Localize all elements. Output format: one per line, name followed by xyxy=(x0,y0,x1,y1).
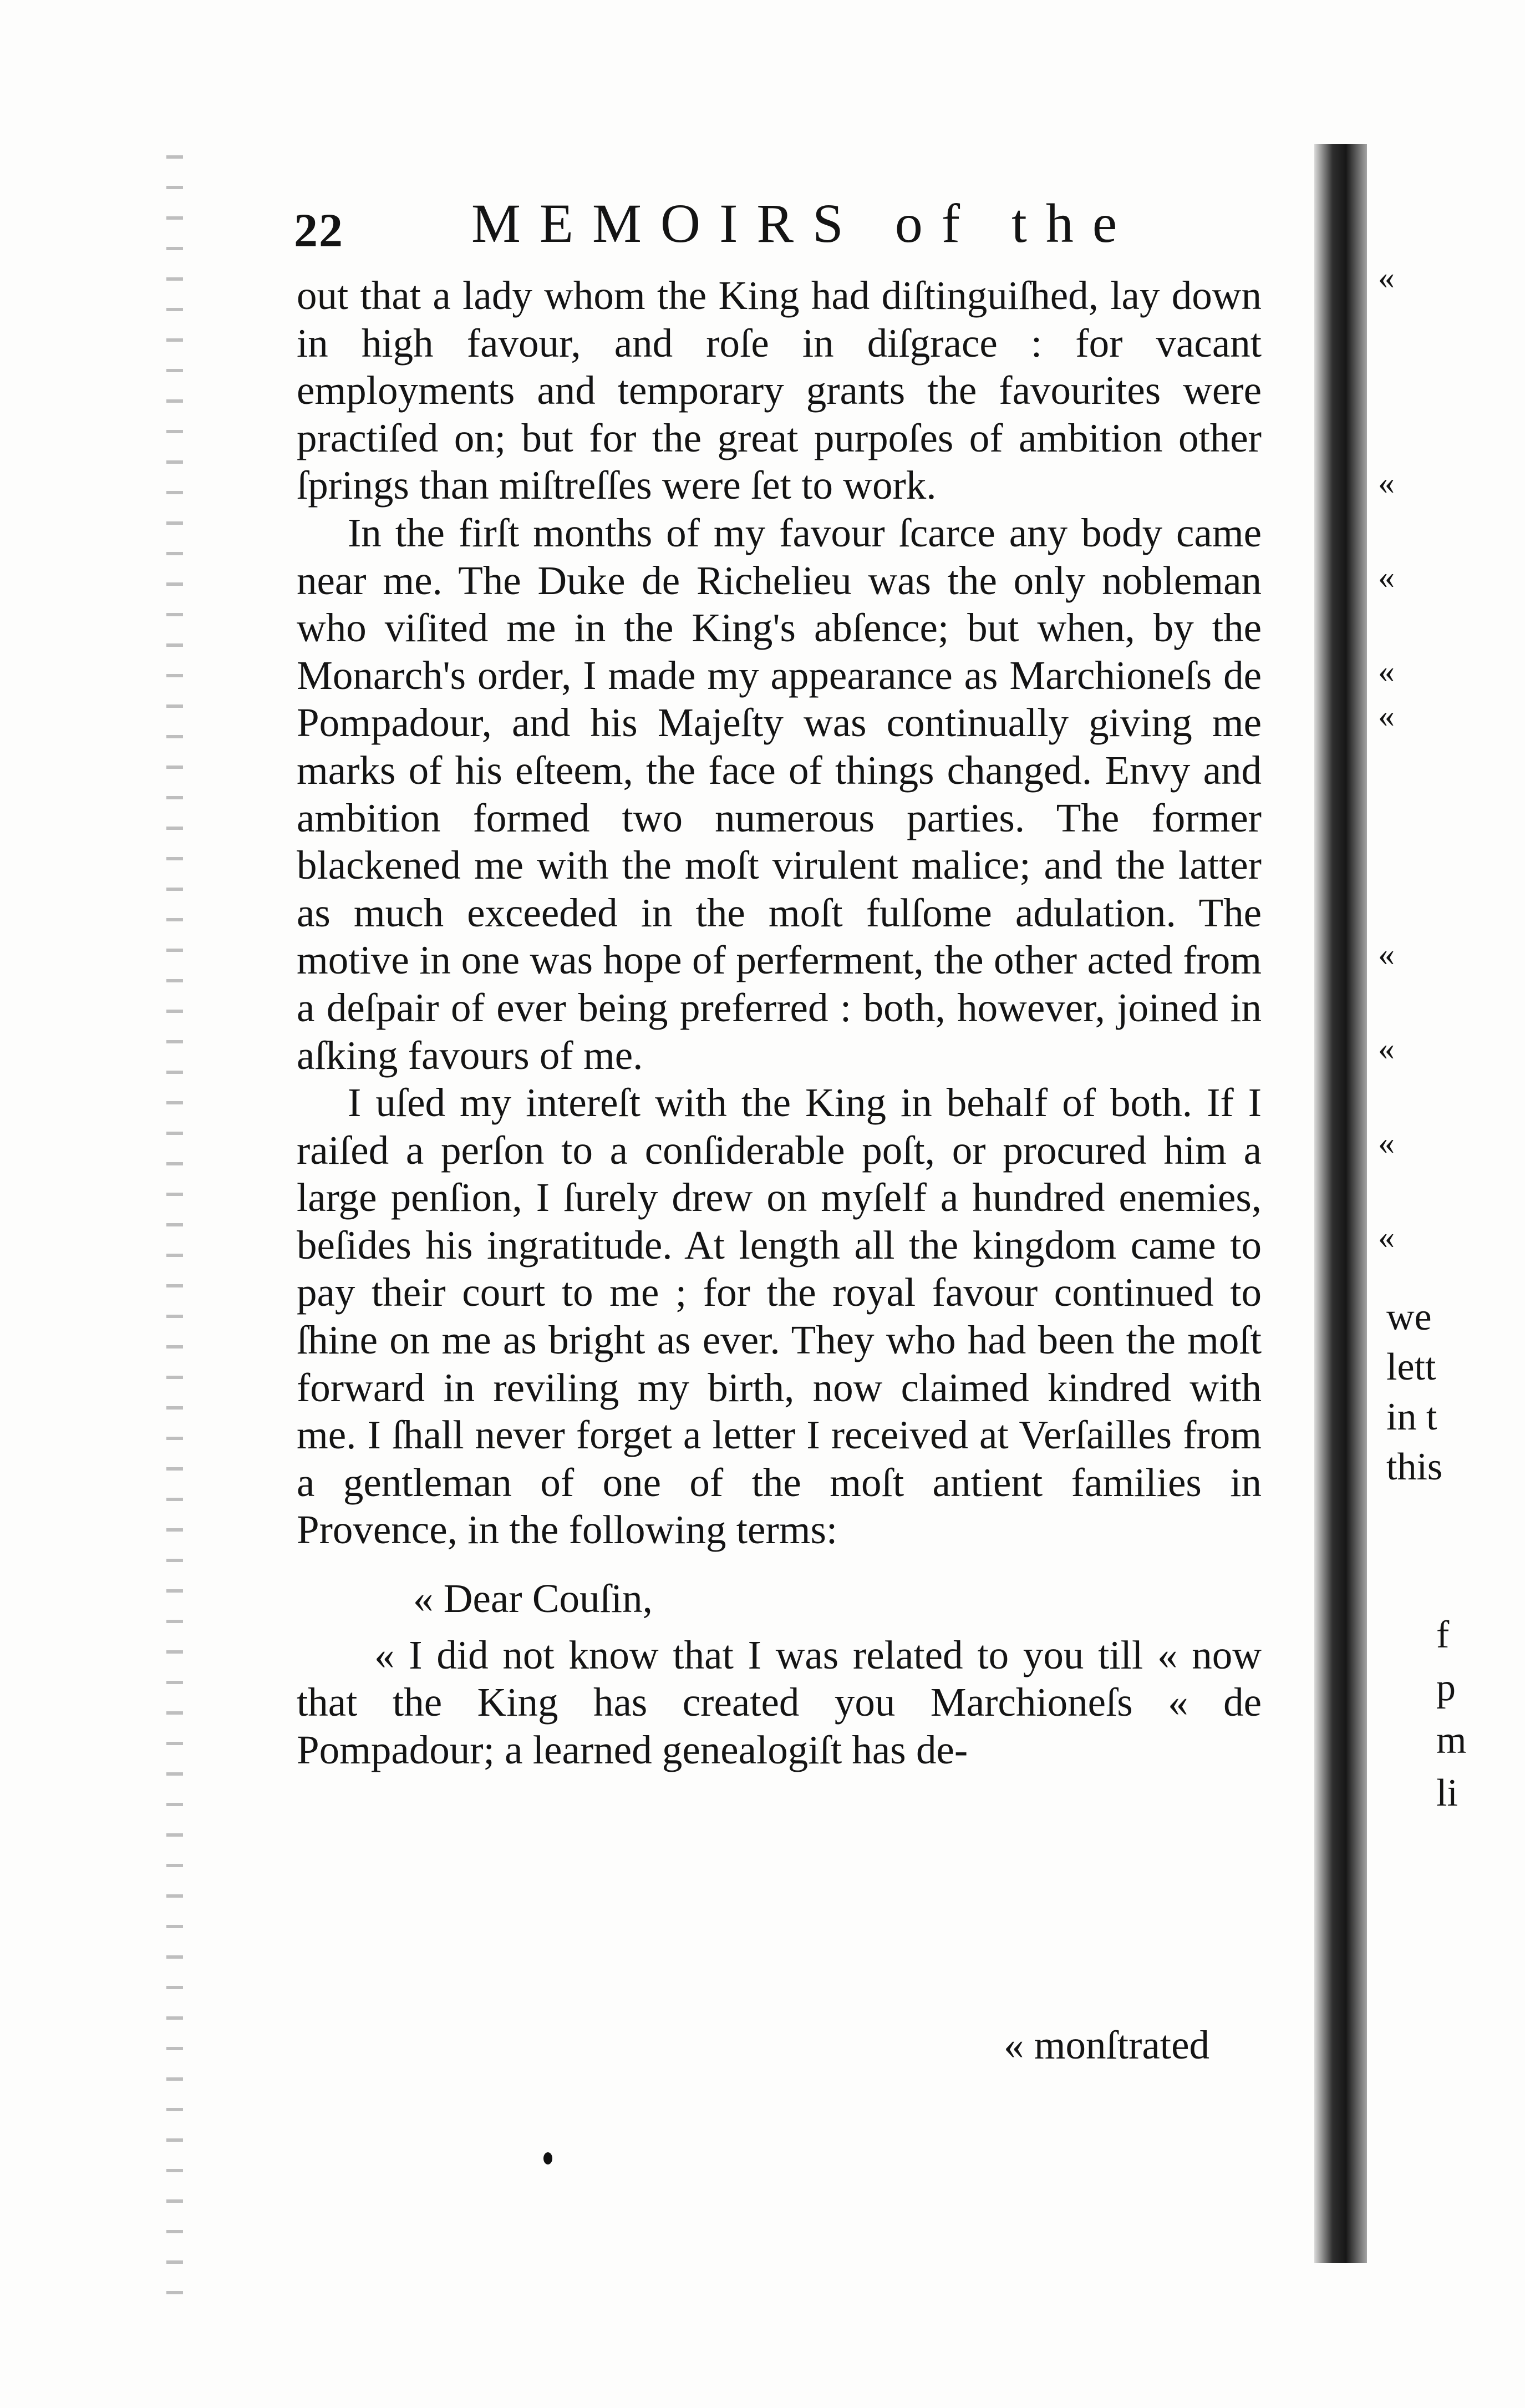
binding-marks xyxy=(166,155,183,2319)
facing-fragment: f xyxy=(1436,1614,1450,1656)
running-head xyxy=(288,191,1136,258)
facing-quote-mark: « xyxy=(1378,1124,1395,1161)
paragraph-continued: out that a lady whom the King had diſtinguiſhed, lay down in high favour, and roſe in diſgrace : for vacant employments and temporary grants the favourites were practiſed on; but for the great purpoſes of ambition other ſprings than miſtreſſes were ſet to work. xyxy=(297,273,1262,508)
facing-fragment: lett xyxy=(1386,1346,1436,1388)
facing-quote-mark: « xyxy=(1378,936,1395,972)
quoted-letter xyxy=(297,1575,1262,1773)
main-text xyxy=(297,272,1262,1773)
facing-quote-mark: « xyxy=(1378,464,1395,501)
facing-page-fragments-lower xyxy=(1436,1609,1525,1819)
page-number: 22 xyxy=(294,204,344,257)
facing-fragment: we xyxy=(1386,1296,1432,1339)
facing-fragment: p xyxy=(1436,1666,1456,1709)
letter-text: « I did not know that I was related to you till « now that the King has created you Marchioneſs « de Pompadour; a learned genealogiſt has de- xyxy=(297,1632,1262,1772)
facing-quote-mark: « xyxy=(1378,1030,1395,1067)
facing-quote-mark: « xyxy=(1378,653,1395,690)
running-title: MEMOIRS of the xyxy=(471,192,1136,254)
facing-fragment: this xyxy=(1386,1446,1443,1488)
facing-page-gutter xyxy=(1314,144,1367,2263)
facing-quote-mark: « xyxy=(1378,1219,1395,1255)
facing-quote-mark: « xyxy=(1378,697,1395,734)
facing-fragment: li xyxy=(1436,1772,1458,1814)
letter-salutation: « Dear Couſin, xyxy=(413,1576,653,1621)
ink-spot xyxy=(543,2152,552,2164)
facing-quote-mark: « xyxy=(1378,559,1395,595)
facing-quote-mark: « xyxy=(1378,259,1395,296)
catchword: « monſtrated xyxy=(1004,2022,1209,2067)
paragraph: In the firſt months of my favour ſcarce any body came near me. The Duke de Richelieu was the only nobleman who viſited me in the King's abſence; but when, by the Monarch's order, I made my appearance as Marchioneſs de Pompadour, and his Majeſty was continually giving me marks of his eſteem, the face of things changed. Envy and ambition formed two numerous parties. The former blackened me with the moſt virulent malice; and the latter as much exceeded in the moſt fulſome adulation. The motive in one was hope of perferment, the other acted from a deſpair of ever being preferred : both, however, joined in aſking favours of me. xyxy=(297,510,1262,1078)
facing-page-fragments xyxy=(1386,1292,1519,1492)
facing-fragment: m xyxy=(1436,1719,1467,1762)
facing-fragment: in t xyxy=(1386,1396,1437,1438)
paragraph: I uſed my intereſt with the King in behalf of both. If I raiſed a perſon to a conſiderable poſt, or procured him a large penſion, I ſurely drew on myſelf a hundred enemies, beſides his ingratitude. At length all the kingdom came to pay their court to me ; for the royal favour continued to ſhine on me as bright as ever. They who had been the moſt forward in reviling my birth, now claimed kindred with me. I ſhall never forget a letter I received at Verſailles from a gentleman of one of the moſt antient families in Provence, in the following terms: xyxy=(297,1080,1262,1553)
